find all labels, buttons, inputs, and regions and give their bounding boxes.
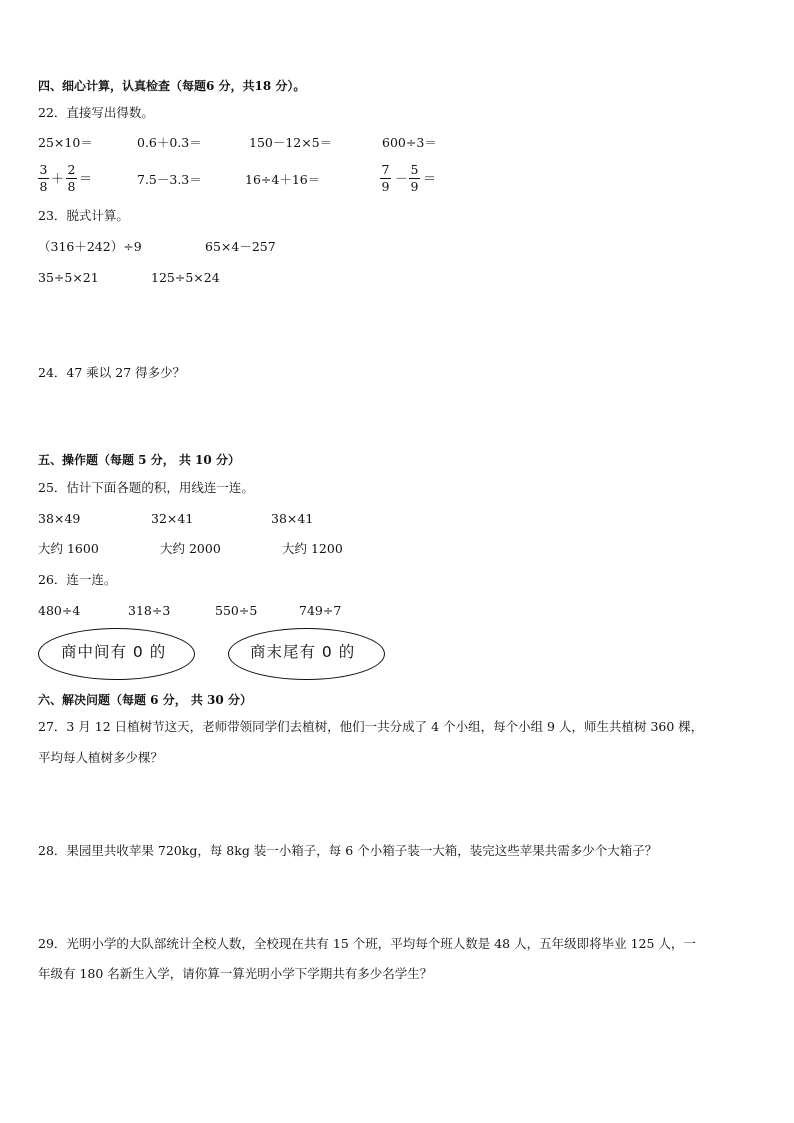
q22-item-3: 150－12×5＝: [249, 135, 333, 150]
equals-sign: ＝: [79, 172, 93, 187]
equals-sign: ＝: [423, 172, 437, 187]
numerator: 7: [381, 162, 390, 177]
minus-operator: －: [395, 172, 409, 187]
fraction-3-8: [38, 163, 49, 194]
q25-estimate-2: 大约 2000: [160, 541, 221, 556]
numerator: 3: [39, 162, 48, 177]
q26-division-3: 550÷5: [215, 603, 258, 618]
numerator: 5: [410, 162, 419, 177]
q25-estimate-3: 大约 1200: [282, 541, 343, 556]
q23-item-3: 35÷5×21: [38, 270, 99, 285]
section-6-heading: 六、解决问题（每题 6 分， 共 30 分）: [38, 693, 252, 707]
q25-estimate-1: 大约 1600: [38, 541, 99, 556]
ellipse-middle-zero-label: 商中间有 0 的: [61, 643, 167, 661]
numerator: 2: [67, 162, 76, 177]
q23-item-1: （316＋242）÷9: [38, 239, 142, 254]
plus-operator: ＋: [51, 172, 65, 187]
q27-line-1: 27．3 月 12 日植树节这天，老师带领同学们去植树，他们一共分成了 4 个小组，每个小组 9 人，师生共植树 360 棵，: [38, 719, 704, 734]
fraction-2-8: [66, 163, 77, 194]
q27-line-2: 平均每人植树多少棵？: [38, 750, 164, 765]
q23-title: 23．脱式计算。: [38, 208, 129, 223]
q22-title: 22．直接写出得数。: [38, 105, 154, 120]
denominator: 8: [39, 179, 48, 194]
q22-item-4: 600÷3＝: [382, 135, 437, 150]
q29-line-1: 29．光明小学的大队部统计全校人数，全校现在共有 15 个班，平均每个班人数是 48 人，五年级即将毕业 125 人，一: [38, 936, 696, 951]
q26-division-4: 749÷7: [299, 603, 342, 618]
q23-item-4: 125÷5×24: [151, 270, 220, 285]
denominator: 9: [410, 179, 419, 194]
q24-title: 24．47 乘以 27 得多少？: [38, 365, 186, 380]
section-5-heading: 五、操作题（每题 5 分， 共 10 分）: [38, 453, 240, 467]
denominator: 8: [67, 179, 76, 194]
q25-product-3: 38×41: [271, 511, 314, 526]
q28-line-1: 28．果园里共收苹果 720kg，每 8kg 装一小箱子，每 6 个小箱子装一大箱，装完这些苹果共需多少个大箱子？: [38, 843, 658, 858]
q26-title: 26．连一连。: [38, 572, 117, 587]
q22-item-7: 16÷4＋16＝: [245, 172, 321, 187]
denominator: 9: [381, 179, 390, 194]
q25-product-1: 38×49: [38, 511, 81, 526]
q22-item-2: 0.6＋0.3＝: [137, 135, 202, 150]
fraction-7-9: [380, 163, 391, 194]
fraction-5-9: [409, 163, 420, 194]
q25-title: 25．估计下面各题的积，用线连一连。: [38, 480, 254, 495]
q26-division-2: 318÷3: [128, 603, 171, 618]
q22-item-1: 25×10＝: [38, 135, 93, 150]
q25-product-2: 32×41: [151, 511, 194, 526]
q29-line-2: 年级有 180 名新生入学，请你算一算光明小学下学期共有多少名学生？: [38, 966, 433, 981]
section-4-heading: 四、细心计算，认真检查（每题6 分，共18 分）。: [38, 79, 306, 93]
ellipse-end-zero-label: 商末尾有 0 的: [250, 643, 356, 661]
q23-item-2: 65×4－257: [205, 239, 276, 254]
q26-division-1: 480÷4: [38, 603, 81, 618]
q22-item-6: 7.5－3.3＝: [137, 172, 202, 187]
